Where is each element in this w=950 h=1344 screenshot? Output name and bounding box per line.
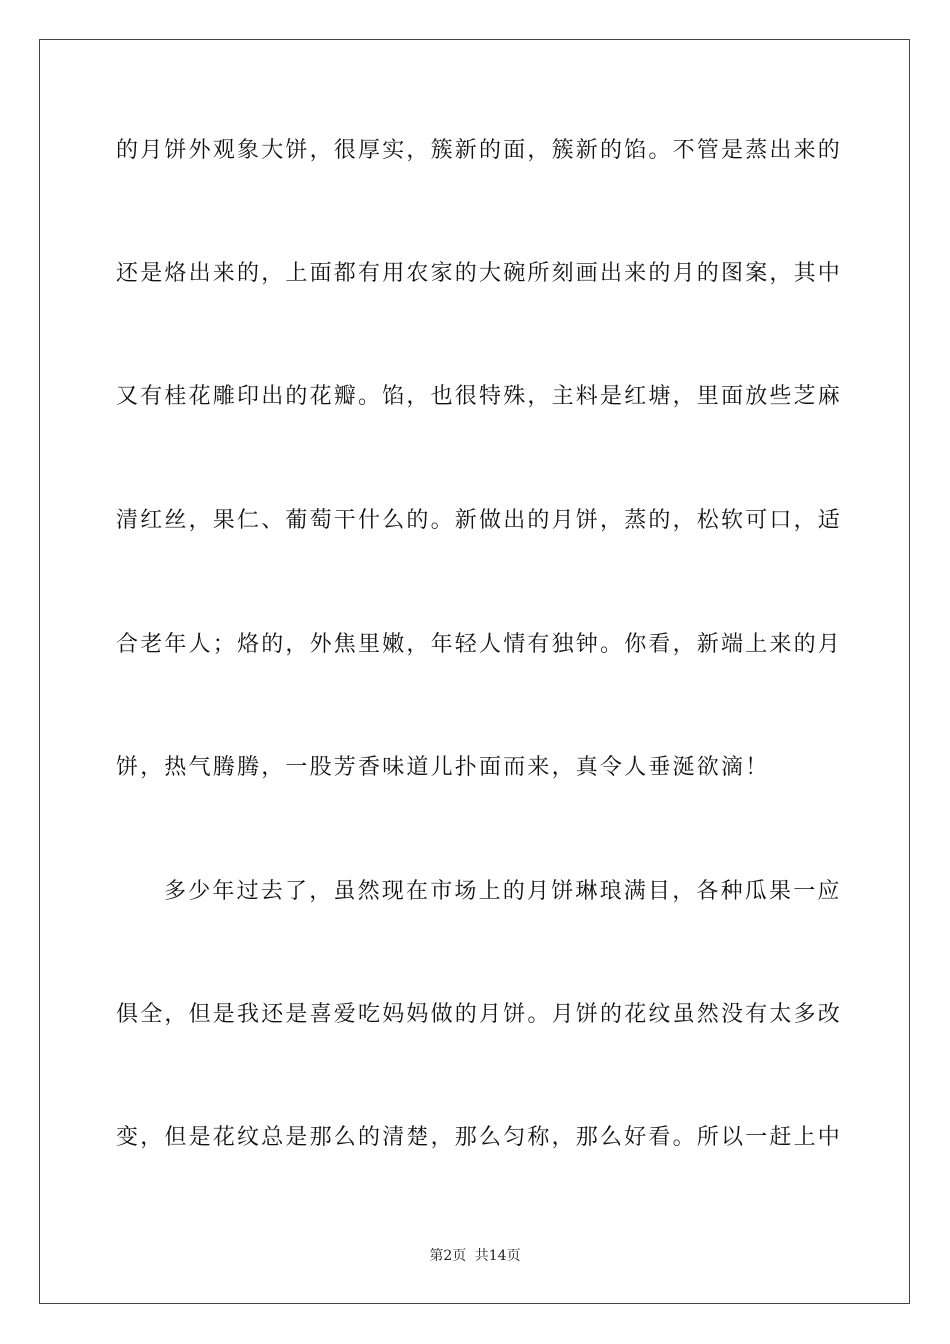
paragraph-line: 变，但是花纹总是那么的清楚，那么匀称，那么好看。所以一赶上中 [116,1125,843,1150]
paragraph-line: 还是烙出来的，上面都有用农家的大碗所刻画出来的月的图案，其中 [116,261,843,286]
paragraph-line: 饼，热气腾腾，一股芳香味道儿扑面而来，真令人垂涎欲滴！ [116,755,770,780]
paragraph-line: 清红丝，果仁、葡萄干什么的。新做出的月饼，蒸的，松软可口，适 [116,508,843,533]
paragraph-line: 的月饼外观象大饼，很厚实，簇新的面，簇新的馅。不管是蒸出来的 [116,138,843,163]
page-border [39,39,910,1304]
paragraph-line-indented: 多少年过去了，虽然现在市场上的月饼琳琅满目，各种瓜果一应 [164,879,842,904]
page-footer [0,1246,950,1266]
paragraph-line: 又有桂花雕印出的花瓣。馅，也很特殊，主料是红塘，里面放些芝麻 [116,384,843,409]
total-pages: 共14页 [474,1248,521,1264]
paragraph-line: 俱全，但是我还是喜爱吃妈妈做的月饼。月饼的花纹虽然没有太多改 [116,1002,843,1027]
paragraph-line: 合老年人；烙的，外焦里嫩，年轻人情有独钟。你看，新端上来的月 [116,632,843,657]
page-number: 第2页 [429,1248,467,1264]
